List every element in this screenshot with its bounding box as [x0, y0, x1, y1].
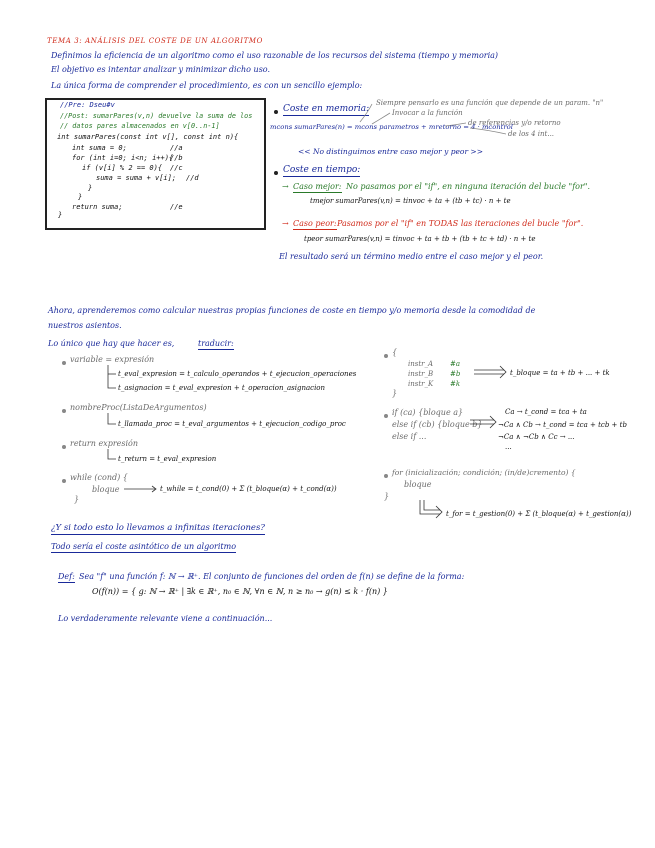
rule-if-r2: ¬Ca ∧ Cb → t_cond = tca + tcb + tb	[498, 421, 627, 429]
infinite-answer: Todo sería el coste asintótico de un algoritmo	[51, 542, 237, 551]
code-line-b: for (int i=0; i<n; i++){	[72, 154, 174, 162]
intro-line-1: Definimos la eficiencia de un algoritmo como el uso razonable de los recursos del sistema (tiempo y memoria)	[51, 51, 499, 60]
code-return: return suma;	[72, 203, 123, 211]
rule-block-instr-b-comment: #b	[450, 370, 461, 378]
part2-traducir: traducir:	[198, 339, 234, 348]
rule-while-formula: t_while = t_cond(0) + Σ (t_bloque(α) + t_cond(α))	[160, 485, 337, 493]
page-title: TEMA 3: ANÁLISIS DEL COSTE DE UN ALGORITMO	[47, 37, 264, 45]
rule-for-formula: t_for = t_gestion(0) + Σ (t_bloque(α) + t_gestion(α))	[446, 510, 632, 518]
part2-line-2: nuestros asientos.	[48, 321, 122, 330]
code-comment-d: //d	[186, 174, 199, 182]
rule-block-instr-a: instr_A	[408, 360, 434, 368]
rule-proc-f1: t_llamada_proc = t_eval_argumentos + t_ejecucion_codigo_proc	[118, 420, 346, 428]
part2-line-3: Lo único que hay que hacer es,	[48, 339, 175, 348]
infinite-question: ¿Y si todo esto lo llevamos a infinitas iteraciones?	[51, 523, 265, 533]
definition-label: Def:	[58, 572, 75, 581]
memoria-formula: mcons sumarPares(n) = mcons parametros + mretorno = 4 · mcontrol	[270, 123, 513, 131]
code-post-1: //Post: sumarPares(v,n) devuelve la suma de los	[60, 112, 253, 120]
code-line-c: if (v[i] % 2 == 0){	[82, 164, 163, 172]
rule-for-close: }	[384, 492, 390, 501]
rule-block-close: }	[392, 389, 398, 398]
intro-line-2: El objetivo es intentar analizar y minimizar dicho uso.	[51, 65, 271, 74]
code-comment-c: //c	[170, 164, 183, 172]
rule-if-l1: if (ca) {bloque a}	[392, 408, 464, 417]
memoria-note-3: de referencias y/o retorno	[468, 119, 561, 127]
rule-if-r4: ...	[505, 443, 512, 451]
rule-if-l2: else if (cb) {bloque b}	[392, 420, 483, 429]
rule-if-r3: ¬Ca ∧ ¬Cb ∧ Cc → ...	[498, 433, 575, 441]
memoria-note-5: << No distinguimos entre caso mejor y peor >>	[298, 147, 483, 156]
arrow-peor: →	[282, 219, 289, 228]
rule-if-l3: else if ...	[392, 432, 427, 441]
rule-while-body: bloque	[92, 485, 120, 494]
mejor-text: No pasamos por el "if", en ninguna iteración del bucle "for".	[346, 182, 591, 191]
rule-block-formula: t_bloque = ta + tb + ... + tk	[510, 369, 610, 377]
rule-variable-f2: t_asignacion = t_eval_expresion + t_operacion_asignacion	[118, 384, 326, 392]
tiempo-result: El resultado será un término medio entre el caso mejor y el peor.	[279, 252, 544, 261]
rule-block-instr-k-comment: #k	[450, 380, 461, 388]
code-post-2: // datos pares almacenados en v[0..n-1]	[60, 122, 220, 130]
rule-while-close: }	[74, 495, 80, 504]
code-comment-a: //a	[170, 144, 183, 152]
rule-proc-head: nombreProc(ListaDeArgumentos)	[70, 403, 207, 412]
intro-line-3: La única forma de comprender el procedimiento, es con un sencillo ejemplo:	[51, 81, 363, 90]
memoria-note-2: Invocar a la función	[392, 109, 463, 117]
code-signature: int sumarPares(const int v[], const int n){	[57, 133, 239, 141]
code-close-2: }	[78, 193, 83, 201]
definition-formula: O(f(n)) = { g: ℕ → ℝ⁺ | ∃k ∈ ℝ⁺, n₀ ∈ ℕ, ∀n ∈ ℕ, n ≥ n₀ → g(n) ≤ k · f(n) }	[92, 587, 388, 596]
memoria-note-1: Siempre pensarlo es una función que depende de un param. "n"	[376, 99, 604, 107]
definition-text: Sea "f" una función f: ℕ → ℝ⁺. El conjunto de funciones del orden de f(n) se define de la forma:	[79, 572, 465, 581]
part2-line-1: Ahora, aprenderemos como calcular nuestras propias funciones de coste en tiempo y/o memoria desde la comodidad de	[48, 306, 536, 315]
rule-block-instr-b: instr_B	[408, 370, 434, 378]
code-comment-b: //b	[170, 154, 183, 162]
rule-return-head: return expresión	[70, 439, 139, 448]
peor-text: Pasamos por el "if" en TODAS las iteraciones del bucle "for".	[337, 219, 584, 228]
rule-return-f1: t_return = t_eval_expresion	[118, 455, 217, 463]
code-line-a: int suma = 0;	[72, 144, 127, 152]
code-close-3: }	[58, 211, 63, 219]
rule-while-head: while (cond) {	[70, 473, 128, 482]
rule-if-r1: Ca → t_cond = tca + ta	[505, 408, 587, 416]
code-comment-e: //e	[170, 203, 183, 211]
rule-block-open: {	[392, 348, 398, 357]
tiempo-heading: Coste en tiempo:	[283, 165, 361, 175]
code-close-1: }	[88, 184, 93, 192]
code-line-d: suma = suma + v[i];	[96, 174, 177, 182]
peor-label: Caso peor:	[293, 219, 337, 228]
rule-block-instr-a-comment: #a	[450, 360, 461, 368]
closing-line: Lo verdaderamente relevante viene a continuación...	[58, 614, 273, 623]
code-pre: //Pre: Dseu#v	[60, 101, 115, 109]
memoria-note-4: de los 4 int...	[508, 130, 555, 138]
memoria-heading: Coste en memoria:	[283, 104, 370, 114]
rule-block-instr-k: instr_K	[408, 380, 434, 388]
mejor-formula: tmejor sumarPares(v,n) = tinvoc + ta + (tb + tc) · n + te	[310, 197, 511, 205]
arrow-mejor: →	[282, 182, 289, 191]
rule-variable-f1: t_eval_expresion = t_calculo_operandos + t_ejecucion_operaciones	[118, 370, 357, 378]
rule-for-body: bloque	[404, 480, 432, 489]
mejor-label: Caso mejor:	[293, 182, 342, 191]
rule-for-head: for (inicialización; condición; (in/de)cremento) {	[392, 468, 576, 477]
rule-variable-head: variable = expresión	[70, 355, 155, 364]
peor-formula: tpeor sumarPares(v,n) = tinvoc + ta + tb + (tb + tc + td) · n + te	[304, 235, 536, 243]
